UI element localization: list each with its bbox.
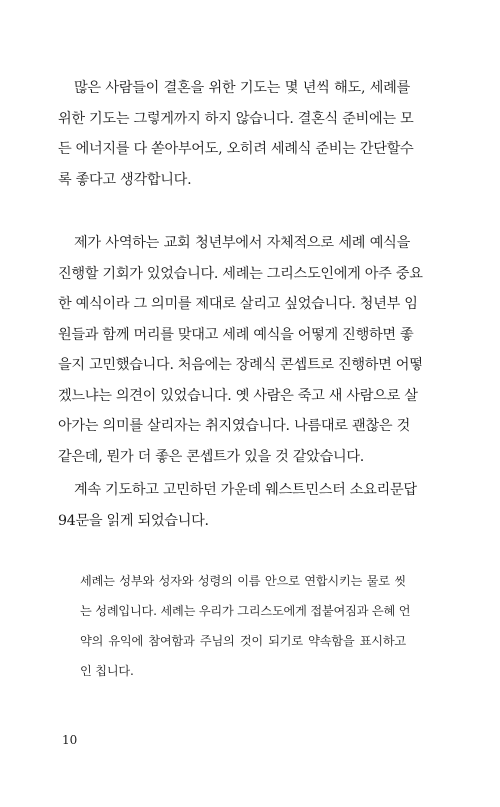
quote-line: 인 칩니다. [80,664,134,678]
quote-line: 는 성례입니다. 세례는 우리가 그리스도에게 접붙여짐과 은혜 언 [80,604,411,618]
paragraph-2 [58,228,423,472]
paragraph-line: 아가는 의미를 살리자는 취지였습니다. 나름대로 괜찮은 것 [58,418,410,434]
paragraph-line: 겠느냐는 의견이 있었습니다. 옛 사람은 죽고 새 사람으로 살 [58,387,418,404]
paragraph-line: 많은 사람들이 결혼을 위한 기도는 몇 년씩 해도, 세례를 [74,80,410,96]
paragraph-line: 계속 기도하고 고민하던 가운데 웨스트민스터 소요리문답 [74,482,417,498]
paragraph-line: 94문을 읽게 되었습니다. [58,512,209,529]
page-number: 10 [62,733,78,747]
catechism-quote [80,566,411,686]
quote-line: 약의 유익에 참여함과 주님의 것이 되기로 약속함을 표시하고 [80,634,406,648]
paragraph-line: 원들과 함께 머리를 맞대고 세례 예식을 어떻게 진행하면 좋 [58,326,414,343]
paragraph-line: 록 좋다고 생각합니다. [58,171,192,188]
quote-line: 세례는 성부와 성자와 성령의 이름 안으로 연합시키는 물로 씻 [80,574,406,588]
paragraph-line: 진행할 기회가 있었습니다. 세례는 그리스도인에게 아주 중요 [58,265,423,282]
paragraph-1 [58,73,414,195]
paragraph-line: 위한 기도는 그렇게까지 하지 않습니다. 결혼식 준비에는 모 [58,110,414,127]
paragraph-line: 같은데, 뭔가 더 좋은 콘셉트가 있을 것 같았습니다. [58,448,364,465]
paragraph-line: 을지 고민했습니다. 처음에는 장례식 콘셉트로 진행하면 어떻 [58,357,423,373]
paragraph-line: 제가 사역하는 교회 청년부에서 자체적으로 세례 예식을 [74,235,410,251]
paragraph-line: 한 예식이라 그 의미를 제대로 살리고 싶었습니다. 청년부 임 [58,296,418,312]
paragraph-3 [58,475,417,536]
paragraph-line: 든 에너지를 다 쏟아부어도, 오히려 세례식 준비는 간단할수 [58,141,414,157]
